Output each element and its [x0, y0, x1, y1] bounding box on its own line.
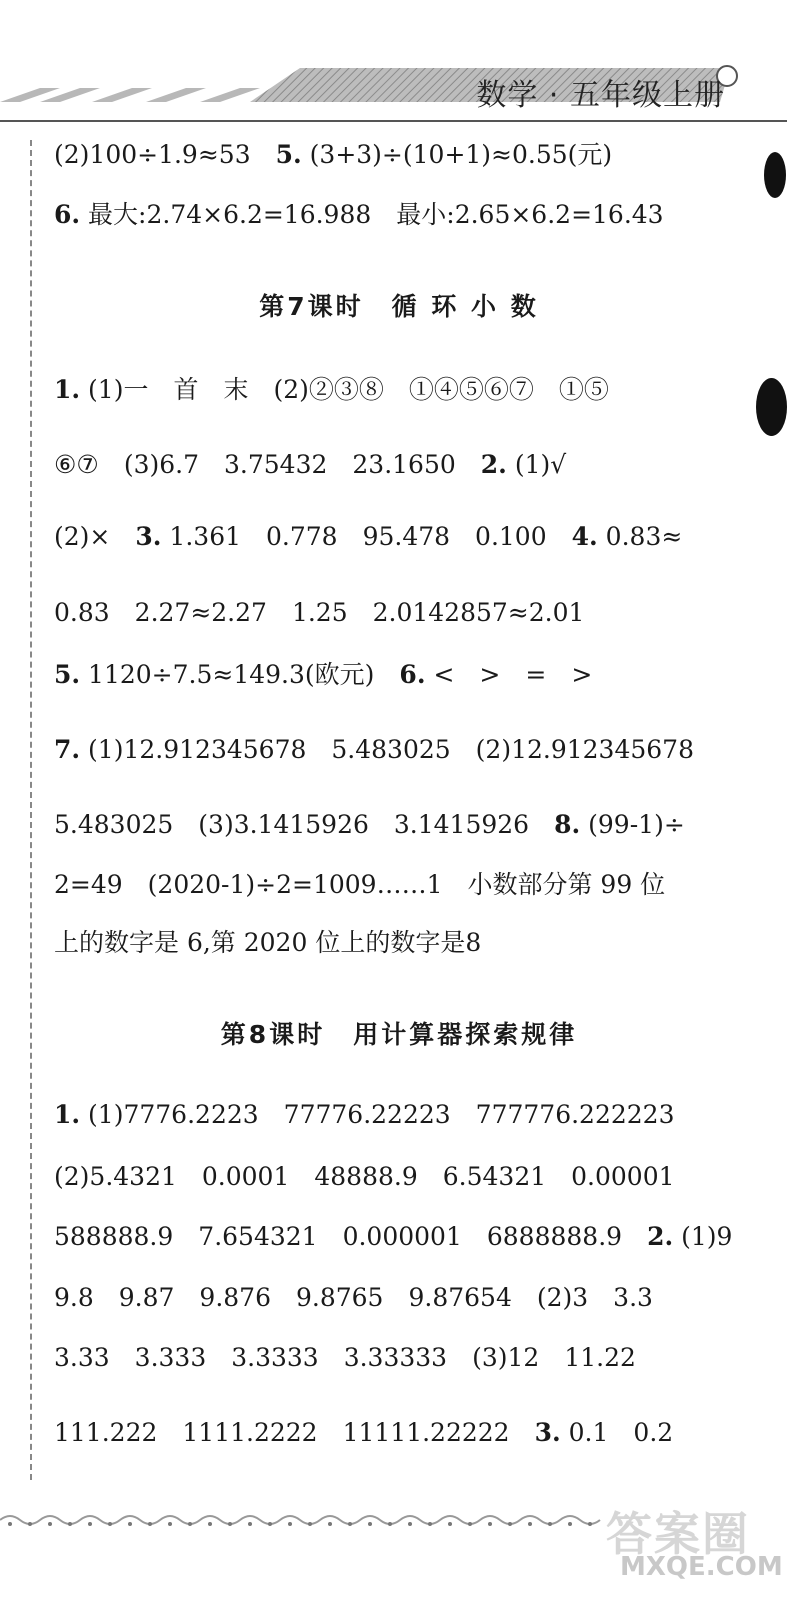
answer-line: 588888.9 7.654321 0.000001 6888888.9 2. (1)9 — [54, 1222, 733, 1251]
answer-line: 6. 最大:2.74×6.2=16.988 最小:2.65×6.2=16.43 — [54, 200, 664, 229]
answer-line: 0.83 2.27≈2.27 1.25 2.0142857≈2.01 — [54, 598, 585, 627]
answer-line: 5.483025 (3)3.1415926 3.1415926 8. (99-1)÷ — [54, 810, 685, 839]
watermark-url: MXQE.COM — [620, 1552, 783, 1582]
answer-line: 9.8 9.87 9.876 9.8765 9.87654 (2)3 3.3 — [54, 1283, 653, 1312]
answer-line: 111.222 1111.2222 11111.22222 3. 0.1 0.2 — [54, 1418, 674, 1447]
section-heading-lesson-7: 第7课时 循 环 小 数 — [259, 292, 539, 321]
answer-line: 7. (1)12.912345678 5.483025 (2)12.912345678 — [54, 735, 694, 764]
answer-line: 1. (1)一 首 末 (2)②③⑧ ①④⑤⑥⑦ ①⑤ — [54, 375, 609, 404]
answer-line: (2)5.4321 0.0001 48888.9 6.54321 0.00001 — [54, 1162, 675, 1191]
answer-line: (2)100÷1.9≈53 5. (3+3)÷(10+1)≈0.55(元) — [54, 140, 613, 169]
scan-artifact — [764, 152, 786, 198]
answer-line: 5. 1120÷7.5≈149.3(欧元) 6. < > = > — [54, 660, 593, 689]
header-dash-marks — [0, 88, 260, 102]
left-dashed-guide — [30, 140, 32, 1480]
answer-line: 1. (1)7776.2223 77776.22223 777776.222223 — [54, 1100, 675, 1129]
answer-line: ⑥⑦ (3)6.7 3.75432 23.1650 2. (1)√ — [54, 450, 567, 479]
answer-line: 上的数字是 6,第 2020 位上的数字是8 — [54, 928, 482, 957]
scan-artifact — [756, 378, 787, 436]
section-heading-lesson-8: 第8课时 用计算器探索规律 — [220, 1020, 578, 1049]
header-rule — [0, 120, 787, 122]
header-title: 数学 · 五年级上册 — [476, 78, 725, 113]
answer-line: 3.33 3.333 3.3333 3.33333 (3)12 11.22 — [54, 1343, 636, 1372]
answer-line: 2=49 (2020-1)÷2=1009……1 小数部分第 99 位 — [54, 870, 666, 899]
answer-line: (2)× 3. 1.361 0.778 95.478 0.100 4. 0.83≈ — [54, 522, 683, 551]
watermark-logo: 答案圈 — [606, 1507, 750, 1561]
